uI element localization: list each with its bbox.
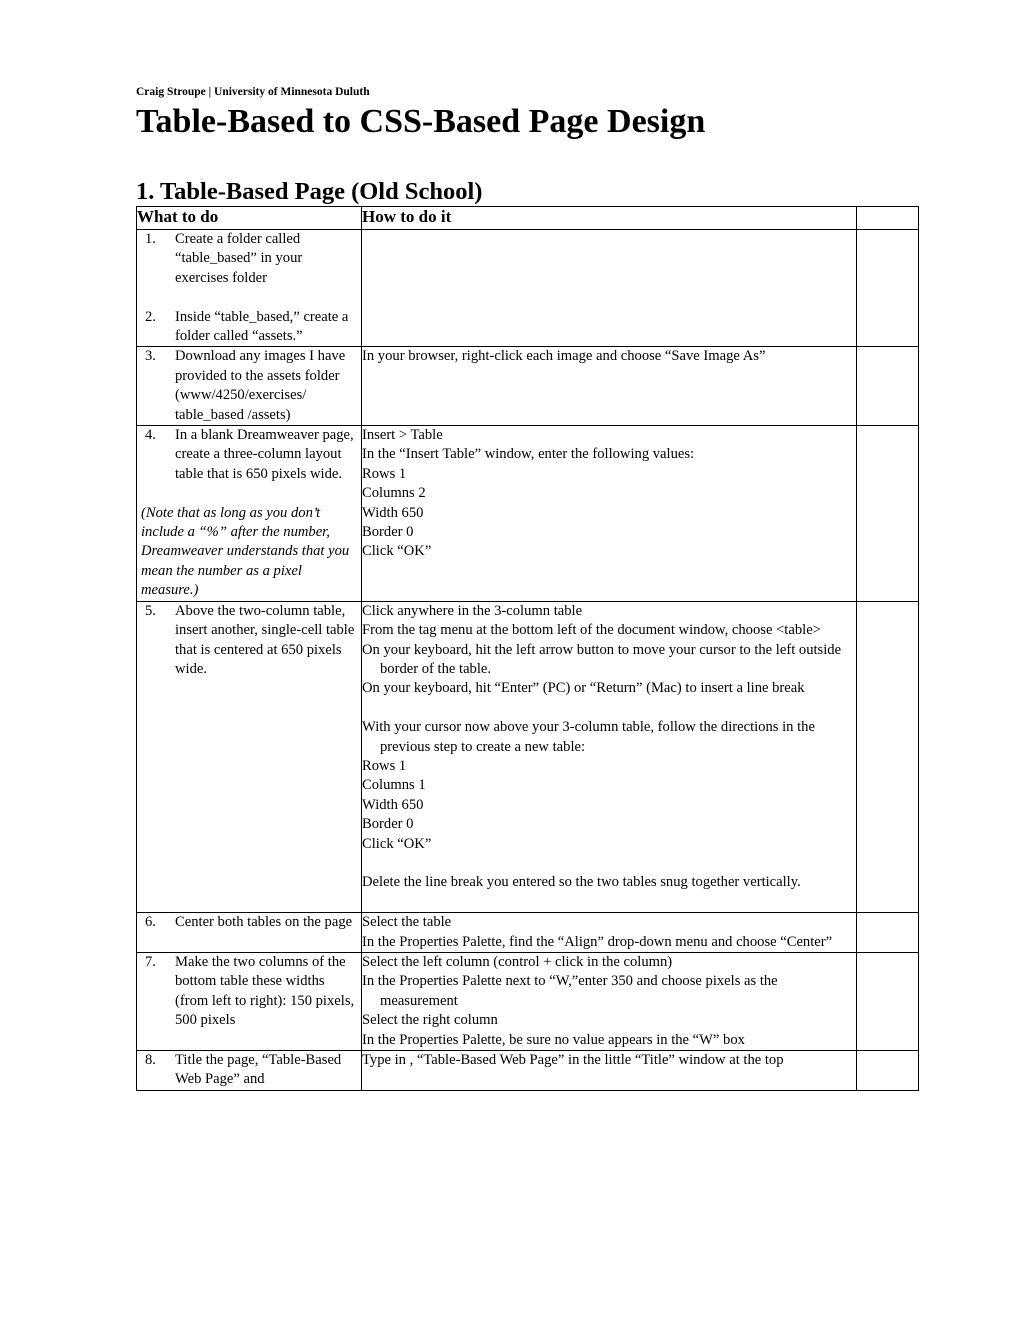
- step-text: Create a folder called “table_based” in your exercises folder: [175, 231, 303, 286]
- column-header-what: What to do: [137, 207, 362, 230]
- step-item: [137, 913, 361, 932]
- table-row: [137, 913, 919, 953]
- step-item: [137, 308, 361, 347]
- step-item: [137, 953, 361, 1031]
- step-item: [137, 230, 361, 288]
- instruction-line: From the tag menu at the bottom left of the document window, choose <table>: [362, 622, 821, 639]
- blank-cell: [857, 426, 919, 602]
- how-cell: [362, 952, 857, 1050]
- table-body: [137, 230, 919, 1091]
- instruction-line: Width 650: [362, 504, 424, 521]
- column-header-blank: [857, 207, 919, 230]
- instruction-line: In your browser, right-click each image and choose “Save Image As”: [362, 348, 766, 365]
- instruction-line: Rows 1: [362, 465, 407, 482]
- instruction-line: In the Properties Palette next to “W,”enter 350 and choose pixels as the measurement: [362, 973, 778, 1009]
- instruction-line: Select the right column: [362, 1012, 498, 1029]
- step-number: 8.: [145, 1051, 156, 1068]
- step-item: [137, 1051, 361, 1090]
- blank-cell: [857, 601, 919, 912]
- what-cell: [137, 1050, 362, 1090]
- how-cell: [362, 347, 857, 426]
- step-text: Title the page, “Table-Based Web Page” and: [175, 1051, 342, 1088]
- instruction-line: Insert > Table: [362, 427, 443, 444]
- blank-cell: [857, 952, 919, 1050]
- step-item: [137, 347, 361, 425]
- blank-cell: [857, 913, 919, 953]
- blank-cell: [857, 1050, 919, 1090]
- what-cell: [137, 913, 362, 953]
- instruction-line: Click anywhere in the 3-column table: [362, 602, 583, 619]
- what-cell: [137, 601, 362, 912]
- instruction-line: Click “OK”: [362, 835, 432, 852]
- step-number: 5.: [145, 602, 156, 619]
- table-row: [137, 347, 919, 426]
- how-cell: [362, 601, 857, 912]
- instruction-line: With your cursor now above your 3-column table, follow the directions in the previous step to create a new table:: [362, 719, 815, 755]
- instruction-line: In the “Insert Table” window, enter the following values:: [362, 446, 695, 463]
- what-cell: [137, 347, 362, 426]
- instruction-line: Type in , “Table-Based Web Page” in the little “Title” window at the top: [362, 1051, 784, 1068]
- instruction-line: Click “OK”: [362, 543, 432, 560]
- table-header-row: [137, 207, 919, 230]
- what-cell: [137, 426, 362, 602]
- page-title: Table-Based to CSS-Based Page Design: [136, 103, 706, 140]
- how-cell: [362, 1050, 857, 1090]
- step-number: 7.: [145, 953, 156, 970]
- blank-cell: [857, 230, 919, 347]
- table-row: [137, 601, 919, 912]
- spacer: [362, 854, 856, 873]
- document-page: [136, 84, 918, 1091]
- spacer: [137, 288, 361, 307]
- step-number: 3.: [145, 348, 156, 365]
- blank-cell: [857, 347, 919, 426]
- instruction-line: On your keyboard, hit the left arrow button to move your cursor to the left outside border of the table.: [362, 641, 842, 677]
- instruction-line: In the Properties Palette, find the “Align” drop-down menu and choose “Center”: [362, 933, 833, 950]
- instruction-line: Rows 1: [362, 757, 407, 774]
- spacer: [362, 893, 856, 912]
- what-cell: [137, 230, 362, 347]
- step-text: Inside “table_based,” create a folder called “assets.”: [175, 308, 349, 345]
- instruction-line: Border 0: [362, 816, 414, 833]
- instruction-line: Delete the line break you entered so the two tables snug together vertically.: [362, 874, 801, 891]
- table-row: [137, 1050, 919, 1090]
- step-number: 2.: [145, 308, 156, 325]
- step-number: 6.: [145, 914, 156, 931]
- step-text: Download any images I have provided to the assets folder (www/4250/exercises/ table_based /assets): [175, 348, 346, 423]
- column-header-how: How to do it: [362, 207, 857, 230]
- instruction-line: Select the left column (control + click in the column): [362, 953, 673, 970]
- step-text: Above the two-column table, insert another, single-cell table that is centered at 650 pixels wide.: [175, 602, 355, 677]
- spacer: [137, 484, 361, 503]
- spacer: [362, 699, 856, 718]
- steps-table: [136, 206, 919, 1091]
- how-cell: [362, 913, 857, 953]
- what-cell: [137, 952, 362, 1050]
- byline: Craig Stroupe | University of Minnesota Duluth: [136, 86, 370, 98]
- how-cell: [362, 230, 857, 347]
- step-item: [137, 426, 361, 484]
- step-number: 1.: [145, 231, 156, 247]
- instruction-line: On your keyboard, hit “Enter” (PC) or “Return” (Mac) to insert a line break: [362, 680, 805, 697]
- instruction-line: Width 650: [362, 796, 424, 813]
- instruction-line: Border 0: [362, 524, 414, 541]
- step-text: Center both tables on the page: [175, 914, 353, 931]
- instruction-line: Select the table: [362, 914, 452, 931]
- section-heading: 1. Table-Based Page (Old School): [136, 178, 483, 205]
- table-row: [137, 230, 919, 347]
- step-text: Make the two columns of the bottom table these widths (from left to right): 150 pixels, 500 pixels: [175, 953, 355, 1029]
- instruction-line: Columns 1: [362, 777, 426, 794]
- step-note: (Note that as long as you don’t include a “%” after the number, Dreamweaver understands that you mean the number as a pixel measure.): [141, 504, 350, 599]
- how-cell: [362, 426, 857, 602]
- instruction-line: In the Properties Palette, be sure no value appears in the “W” box: [362, 1031, 745, 1048]
- table-row: [137, 426, 919, 602]
- step-text: In a blank Dreamweaver page, create a three-column layout table that is 650 pixels wide.: [175, 427, 354, 482]
- step-number: 4.: [145, 427, 156, 444]
- instruction-line: Columns 2: [362, 485, 426, 502]
- table-row: [137, 952, 919, 1050]
- step-item: [137, 602, 361, 680]
